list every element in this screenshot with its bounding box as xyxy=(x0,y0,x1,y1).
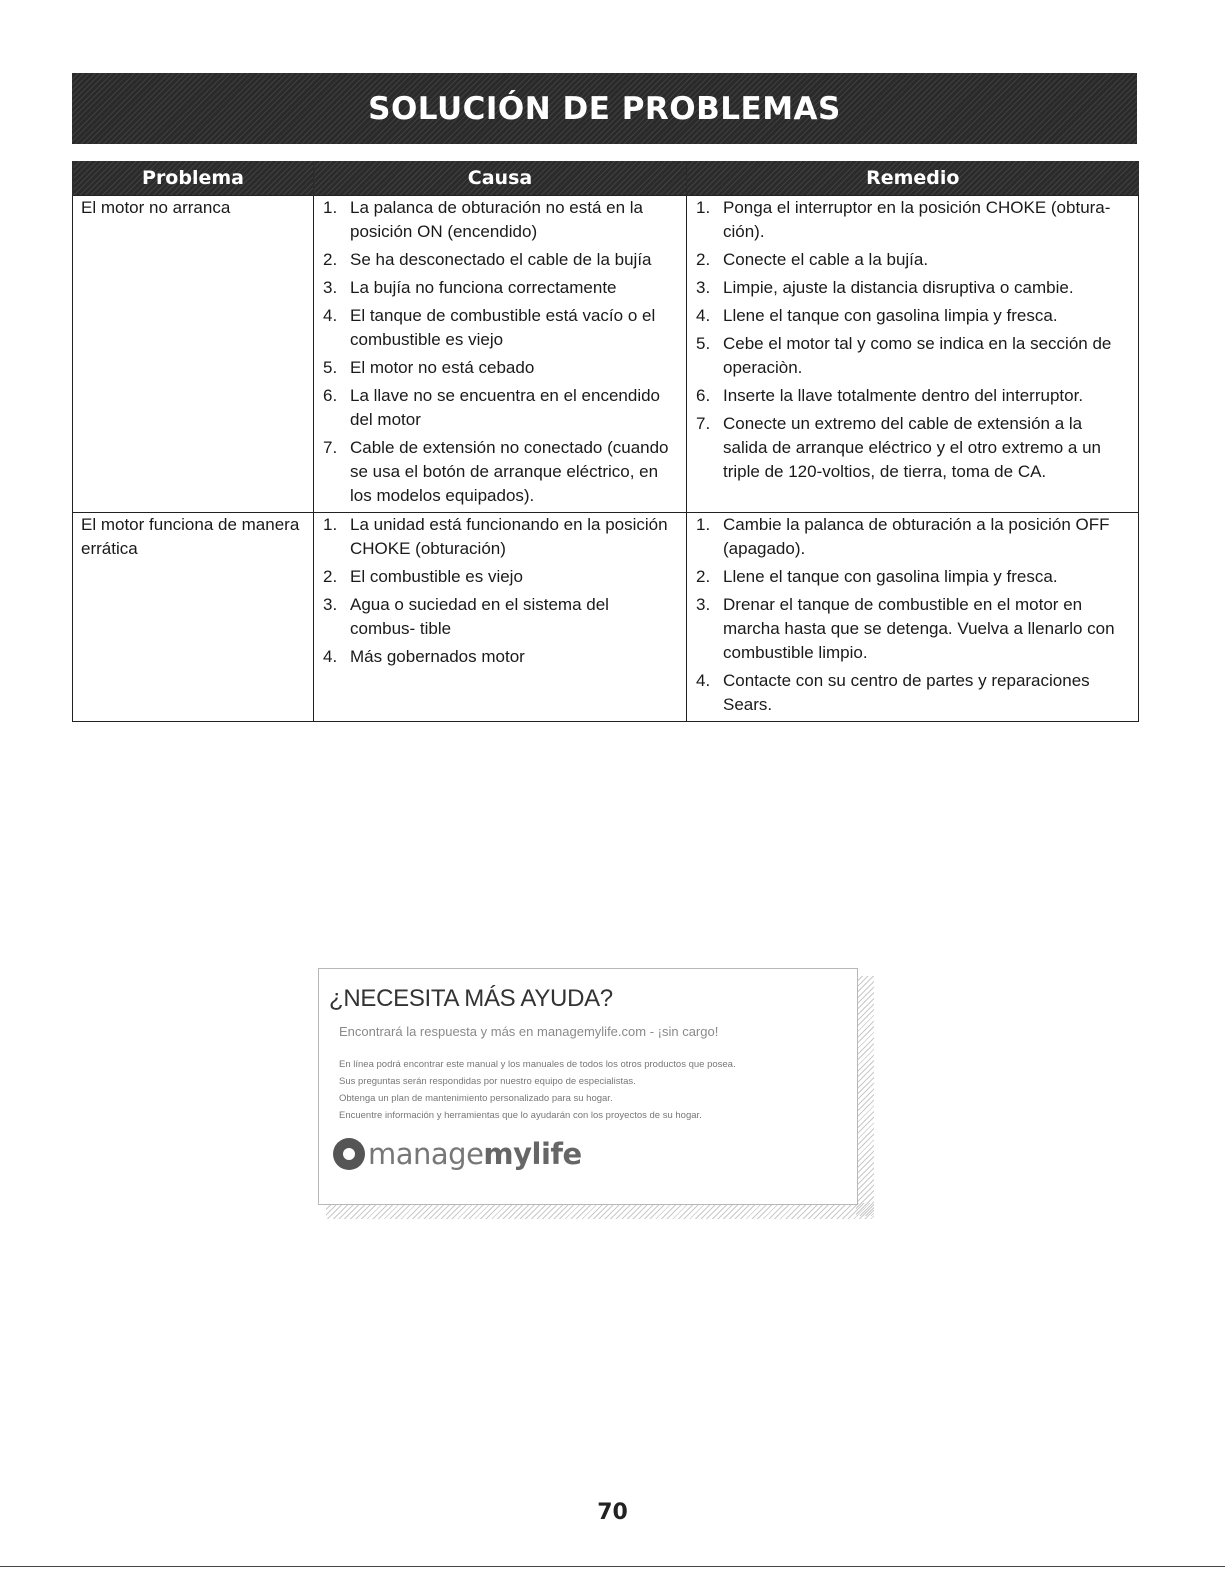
remedy-item xyxy=(687,304,1138,328)
cause-item xyxy=(314,645,686,669)
item-number: 4. xyxy=(696,671,711,690)
remedy-list xyxy=(687,196,1138,484)
item-text: Se ha desconectado el cable de la bujía xyxy=(350,250,652,269)
cause-list xyxy=(314,513,686,669)
item-number: 4. xyxy=(696,306,711,325)
item-number: 3. xyxy=(323,595,338,614)
item-text: Conecte un extremo del cable de extensión a la salida de arranque eléctrico y el otro extremo a un triple de 120-voltios, de tierra, toma de CA. xyxy=(723,414,1101,481)
item-number: 1. xyxy=(323,198,338,217)
remedy-list xyxy=(687,513,1138,717)
item-number: 3. xyxy=(323,278,338,297)
column-header-problem: Problema xyxy=(73,161,314,196)
help-box-shadow xyxy=(326,1203,874,1219)
remedy-item xyxy=(687,593,1138,665)
remedy-item xyxy=(687,669,1138,717)
managemylife-logo xyxy=(333,1137,582,1171)
item-text: Llene el tanque con gasolina limpia y fresca. xyxy=(723,306,1058,325)
remedy-item xyxy=(687,248,1138,272)
section-banner xyxy=(72,73,1137,144)
cause-item xyxy=(314,436,686,508)
item-number: 2. xyxy=(323,567,338,586)
item-text: Ponga el interruptor en la posición CHOKE (obtura- ción). xyxy=(723,198,1111,241)
table-row xyxy=(73,196,1139,513)
help-title: ¿NECESITA MÁS AYUDA? xyxy=(329,985,613,1012)
item-text: Llene el tanque con gasolina limpia y fresca. xyxy=(723,567,1058,586)
item-number: 6. xyxy=(696,386,711,405)
item-text: Cebe el motor tal y como se indica en la sección de operaciòn. xyxy=(723,334,1112,377)
cause-item xyxy=(314,304,686,352)
cause-item xyxy=(314,196,686,244)
item-number: 1. xyxy=(696,515,711,534)
item-number: 7. xyxy=(696,414,711,433)
item-text: Agua o suciedad en el sistema del combus- tible xyxy=(350,595,609,638)
remedy-item xyxy=(687,412,1138,484)
footer-rule xyxy=(0,1566,1225,1567)
logo-text-b: mylife xyxy=(483,1137,582,1171)
item-number: 5. xyxy=(323,358,338,377)
logo-text-a: manage xyxy=(368,1137,484,1171)
cause-item xyxy=(314,513,686,561)
item-text: La palanca de obturación no está en la posición ON (encendido) xyxy=(350,198,644,241)
problem-cell: El motor funciona de manera errática xyxy=(73,513,314,722)
item-number: 1. xyxy=(323,515,338,534)
item-number: 2. xyxy=(696,250,711,269)
troubleshooting-table xyxy=(72,161,1139,722)
cause-item xyxy=(314,593,686,641)
help-lines xyxy=(339,1056,736,1124)
item-number: 5. xyxy=(696,334,711,353)
managemylife-logo-icon xyxy=(333,1138,365,1170)
item-text: Inserte la llave totalmente dentro del interruptor. xyxy=(723,386,1084,405)
item-number: 7. xyxy=(323,438,338,457)
item-text: Cambie la palanca de obturación a la posición OFF (apagado). xyxy=(723,515,1110,558)
item-number: 3. xyxy=(696,595,711,614)
page-title: SOLUCIÓN DE PROBLEMAS xyxy=(368,90,841,127)
table-header-row xyxy=(73,161,1139,196)
remedy-item xyxy=(687,565,1138,589)
cause-cell xyxy=(314,196,687,513)
remedy-cell xyxy=(687,196,1139,513)
remedy-item xyxy=(687,276,1138,300)
logo-wordmark xyxy=(368,1137,582,1171)
remedy-cell xyxy=(687,513,1139,722)
item-text: Limpie, ajuste la distancia disruptiva o cambie. xyxy=(723,278,1074,297)
column-header-remedy: Remedio xyxy=(687,161,1139,196)
help-line: En línea podrá encontrar este manual y los manuales de todos los otros productos que posea. xyxy=(339,1059,736,1070)
cause-item xyxy=(314,276,686,300)
cause-list xyxy=(314,196,686,508)
item-text: Más gobernados motor xyxy=(350,647,525,666)
item-text: Cable de extensión no conectado (cuando se usa el botón de arranque eléctrico, en los modelos equipados). xyxy=(350,438,669,505)
item-text: La bujía no funciona correctamente xyxy=(350,278,617,297)
item-text: La unidad está funcionando en la posición CHOKE (obturación) xyxy=(350,515,668,558)
remedy-item xyxy=(687,196,1138,244)
item-number: 3. xyxy=(696,278,711,297)
help-box xyxy=(318,968,858,1205)
item-text: La llave no se encuentra en el encendido del motor xyxy=(350,386,661,429)
item-number: 4. xyxy=(323,647,338,666)
page-number: 70 xyxy=(597,1500,628,1525)
help-line: Obtenga un plan de mantenimiento personalizado para su hogar. xyxy=(339,1093,613,1104)
table-row xyxy=(73,513,1139,722)
item-number: 6. xyxy=(323,386,338,405)
item-number: 4. xyxy=(323,306,338,325)
column-header-cause: Causa xyxy=(314,161,687,196)
item-text: Contacte con su centro de partes y reparaciones Sears. xyxy=(723,671,1090,714)
cause-item xyxy=(314,384,686,432)
remedy-item xyxy=(687,513,1138,561)
item-text: El motor no está cebado xyxy=(350,358,535,377)
cause-item xyxy=(314,356,686,380)
cause-item xyxy=(314,565,686,589)
item-text: Drenar el tanque de combustible en el motor en marcha hasta que se detenga. Vuelva a llenarlo con combustible limpio. xyxy=(723,595,1115,662)
item-text: El tanque de combustible está vacío o el combustible es viejo xyxy=(350,306,656,349)
help-box-shadow xyxy=(856,976,874,1216)
item-text: El combustible es viejo xyxy=(350,567,523,586)
help-line: Sus preguntas serán respondidas por nuestro equipo de especialistas. xyxy=(339,1076,636,1087)
item-text: Conecte el cable a la bujía. xyxy=(723,250,929,269)
item-number: 2. xyxy=(696,567,711,586)
help-subtitle: Encontrará la respuesta y más en managemylife.com - ¡sin cargo! xyxy=(339,1024,719,1039)
item-number: 2. xyxy=(323,250,338,269)
remedy-item xyxy=(687,384,1138,408)
item-number: 1. xyxy=(696,198,711,217)
remedy-item xyxy=(687,332,1138,380)
cause-cell xyxy=(314,513,687,722)
help-line: Encuentre información y herramientas que lo ayudarán con los proyectos de su hogar. xyxy=(339,1110,702,1121)
problem-cell: El motor no arranca xyxy=(73,196,314,513)
cause-item xyxy=(314,248,686,272)
